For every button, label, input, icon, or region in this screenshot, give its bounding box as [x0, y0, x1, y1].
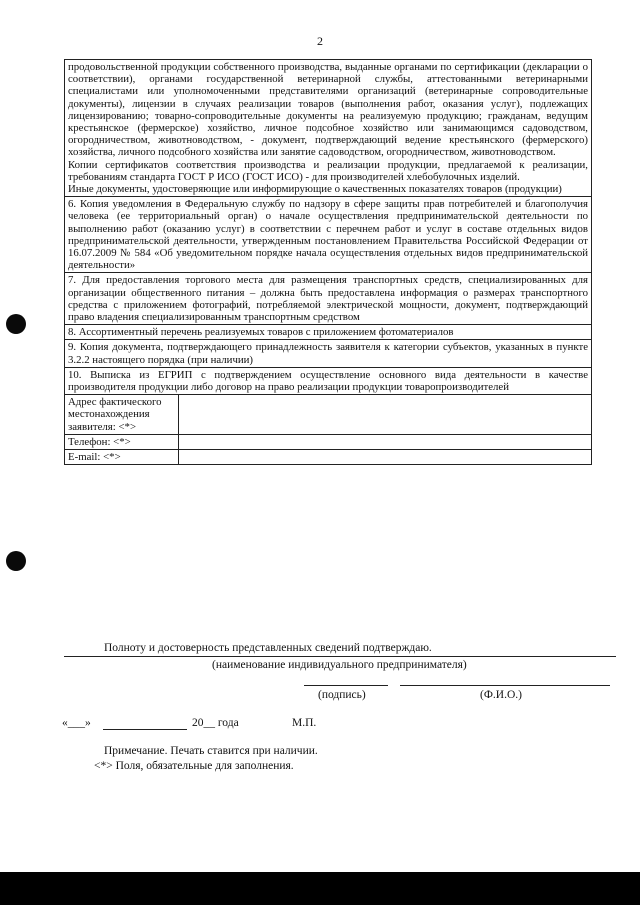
signature-line[interactable]	[304, 685, 388, 686]
page-number: 2	[317, 34, 323, 48]
confirm-text: Полноту и достоверность представленных сведений подтверждаю.	[104, 642, 432, 654]
name-caption: (наименование индивидуального предпринимателя)	[212, 659, 467, 671]
scan-border	[0, 872, 640, 905]
punch-hole	[6, 314, 26, 334]
row-6: 6. Копия уведомления в Федеральную службу по надзору в сфере защиты прав потребителей и благополучия человека (ее территориальный орган) о начале осуществления предпринимательской деятельности по выполнению работ (оказанию услуг) в соответствии с перечнем работ и услуг в составе отдельных видов предпринимательской деятельности, утвержденным постановлением Правительства Российской Федерации от 16.07.2009 № 584 «Об уведомительном порядке начала осуществления отдельных видов предпринимательской деятельности»	[65, 197, 592, 273]
table-row	[65, 60, 592, 197]
phone-label: Телефон: <*>	[65, 434, 179, 449]
table-row	[65, 367, 592, 394]
row-5-text-a: продовольственной продукции собственного производства, выданные органами по сертификации (декларации о соответствии), органами государственной ветеринарной службы, аттестованными ветеринарными специалистами или уполномоченными представителями организаций (ветеринарные сопроводительные документы), лицензии в случаях реализации товаров (выполнения работ, оказания услуг), подлежащих лицензированию; товарно-сопроводительные документы на реализуемую продукцию; гражданам, ведущим крестьянское (фермерское) хозяйство, личное подсобное хозяйство или занимающимся садоводством, огородничеством, животноводством, - документ, подтверждающий ведение крестьянского (фермерского) хозяйства, личного подсобного хозяйства или занятие садоводством, огородничеством, животноводством.	[68, 61, 588, 159]
row-10: 10. Выписка из ЕГРИП с подтверждением осуществление основного вида деятельности в качестве производителя продукции либо договор на право реализации продукции товаропроизводителей	[65, 367, 592, 394]
punch-hole	[6, 551, 26, 571]
table-row	[65, 395, 592, 435]
table-row	[65, 434, 592, 449]
row-5-continued	[65, 60, 592, 197]
email-field[interactable]	[179, 450, 592, 465]
signature-caption: (подпись)	[318, 689, 366, 701]
row-5-text-c: Иные документы, удостоверяющие или информирующие о качественных показателях товаров (продукции)	[68, 183, 562, 196]
table-row	[65, 340, 592, 367]
fio-line[interactable]	[400, 685, 610, 686]
name-line[interactable]	[64, 656, 616, 657]
address-label: Адрес фактического местонахождения заявителя: <*>	[65, 395, 179, 435]
date-month-line[interactable]	[103, 729, 187, 730]
row-9: 9. Копия документа, подтверждающего принадлежность заявителя к категории субъектов, указанных в пункте 3.2.2 настоящего порядка (при наличии)	[65, 340, 592, 367]
date-year: 20__ года	[192, 717, 239, 729]
table-row	[65, 450, 592, 465]
note-stamp: Примечание. Печать ставится при наличии.	[104, 745, 318, 757]
table-row	[65, 325, 592, 340]
phone-field[interactable]	[179, 434, 592, 449]
date-day: «___»	[62, 717, 91, 729]
documents-table	[64, 59, 592, 465]
row-5-text-b: Копии сертификатов соответствия производства и реализации продукции, предлагаемой к реализации, требованиям стандарта ГОСТ Р ИСО (ГОСТ ИСО) - для производителей хлебобулочных изделий.	[68, 158, 588, 183]
row-7: 7. Для предоставления торгового места для размещения транспортных средств, специализированных для организации общественного питания – должна быть предоставлена информация о размерах транспортного средства с приложением фотографий, потребляемой электрической мощности, документ, подтверждающий право владения специализированным транспортным средством	[65, 273, 592, 325]
email-label: E-mail: <*>	[65, 450, 179, 465]
notes	[94, 744, 318, 774]
address-field[interactable]	[179, 395, 592, 435]
table-row	[65, 273, 592, 325]
fio-caption: (Ф.И.О.)	[480, 689, 522, 701]
table-row	[65, 197, 592, 273]
note-required: <*> Поля, обязательные для заполнения.	[94, 760, 294, 772]
row-8: 8. Ассортиментный перечень реализуемых товаров с приложением фотоматериалов	[65, 325, 592, 340]
stamp-label: М.П.	[292, 717, 317, 729]
